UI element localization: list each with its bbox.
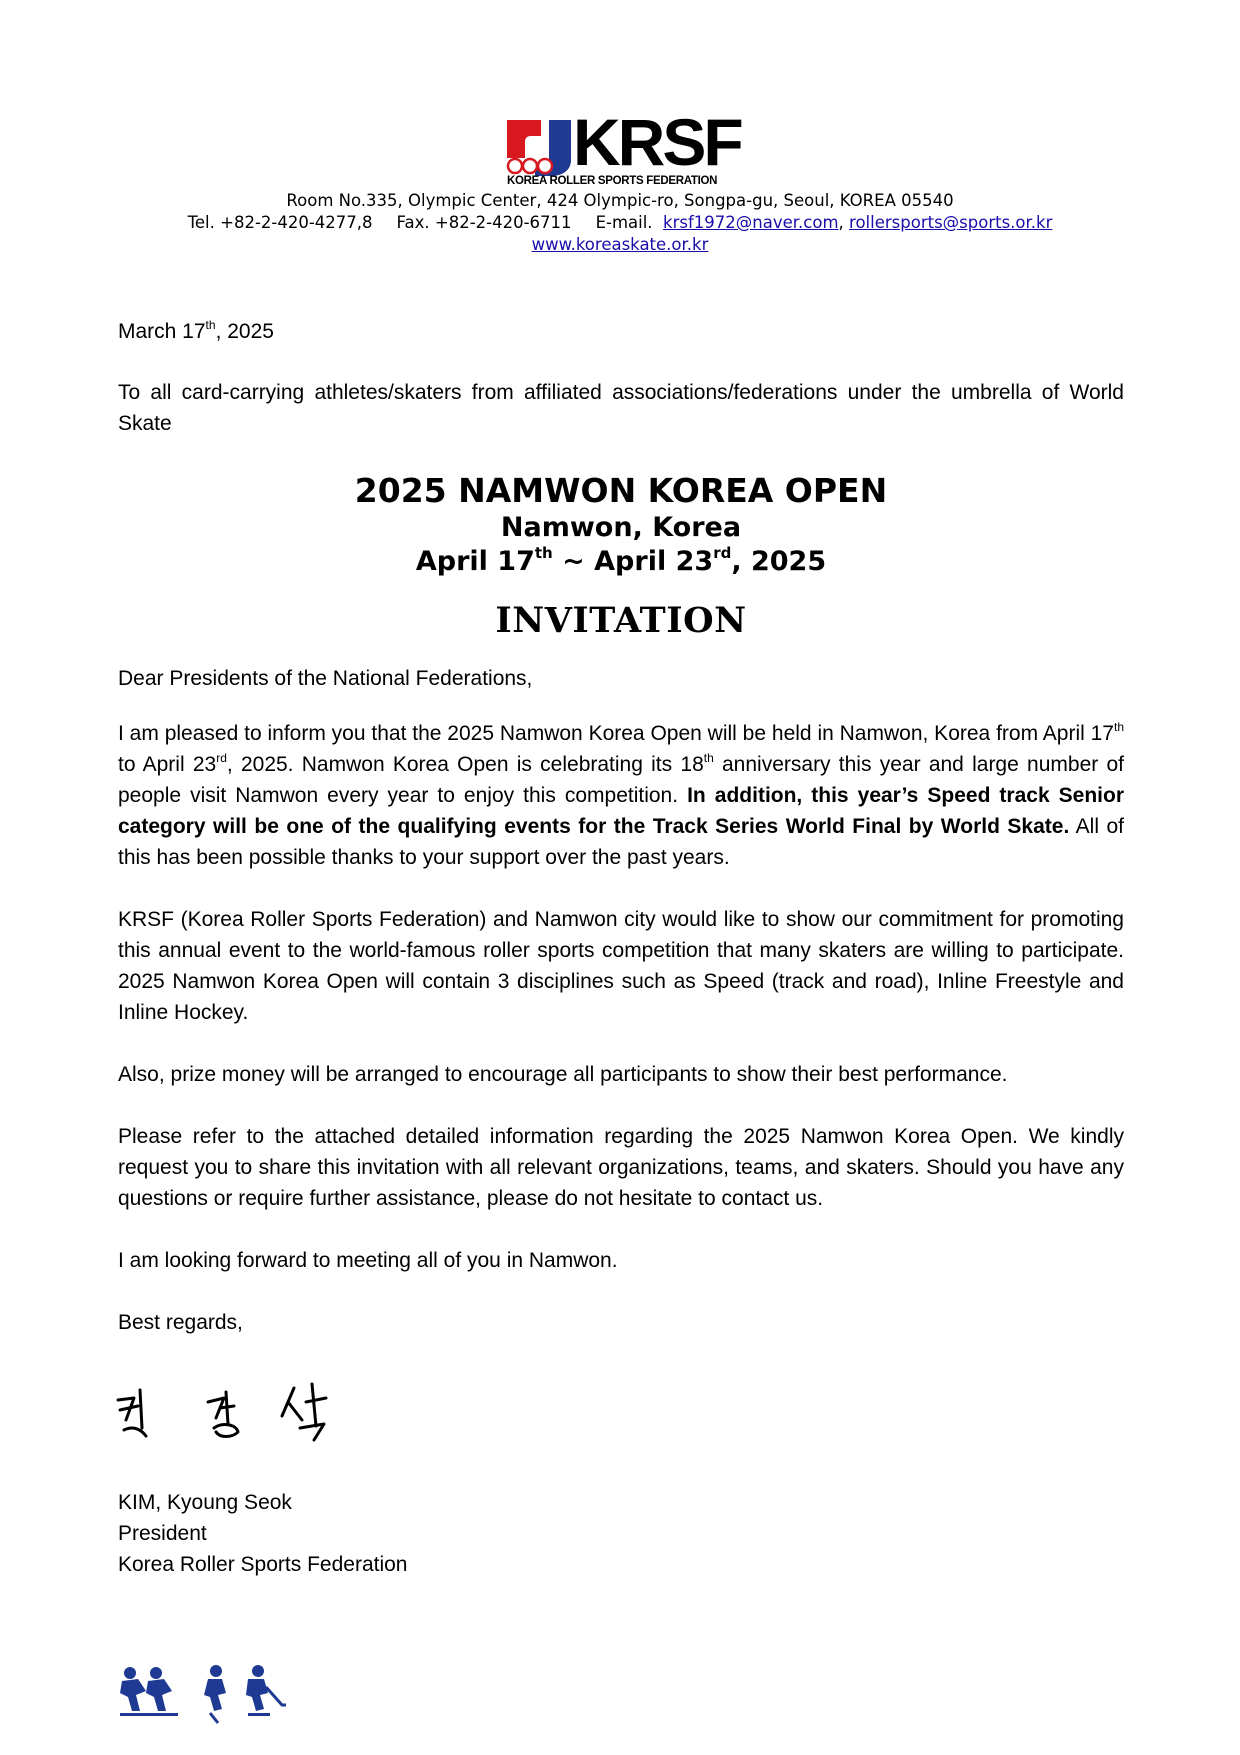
- website-link[interactable]: www.koreaskate.or.kr: [531, 235, 709, 254]
- inline-hockey-pictogram-icon: [246, 1665, 286, 1716]
- invitation-heading: INVITATION: [495, 600, 747, 641]
- signer-organization: Korea Roller Sports Federation: [118, 1553, 408, 1576]
- salutation: Dear Presidents of the National Federations,: [118, 667, 533, 690]
- email-link-rollersports[interactable]: rollersports@sports.or.kr: [849, 213, 1053, 232]
- fax-number: Fax. +82-2-420-6711: [396, 213, 572, 232]
- logo-subtitle: KOREA ROLLER SPORTS FEDERATION: [507, 175, 718, 187]
- contact-line: [0, 212, 1240, 234]
- letterhead: [0, 105, 1240, 256]
- addressee: To all card-carrying athletes/skaters from affiliated associations/federations under the umbrella of World Skate: [118, 381, 1124, 435]
- tel-number: Tel. +82-2-420-4277,8: [187, 213, 373, 232]
- event-dates: April 17th ~ April 23rd, 2025: [415, 544, 827, 577]
- event-location: Namwon, Korea: [500, 512, 742, 543]
- sport-pictograms: [118, 1665, 288, 1730]
- event-title: 2025 NAMWON KOREA OPEN: [354, 471, 888, 510]
- letter-date: March 17th, 2025: [118, 318, 274, 343]
- paragraph-2: KRSF (Korea Roller Sports Federation) and Namwon city would like to show our commitment for promoting this annual event to the world-famous roller sports competition that many skaters are willing to participate. 2025 Namwon Korea Open will contain 3 disciplines such as Speed (track and road), Inline Freestyle and Inline Hockey.: [118, 908, 1124, 1024]
- krsf-logo-icon: [505, 118, 575, 178]
- paragraph-3: Also, prize money will be arranged to encourage all participants to show their best performance.: [118, 1063, 1008, 1086]
- email-label: E-mail.: [595, 213, 653, 232]
- paragraph-4: Please refer to the attached detailed information regarding the 2025 Namwon Korea Open. We kindly request you to share this invitation with all relevant organizations, teams, and skaters. Should you have any questions or require further assistance, please do not hesitate to contact us.: [118, 1125, 1124, 1210]
- website-line: [0, 234, 1240, 256]
- signer-name: KIM, Kyoung Seok: [118, 1491, 292, 1514]
- event-header: [118, 471, 1124, 579]
- closing: Best regards,: [118, 1311, 243, 1334]
- signer-title: President: [118, 1522, 207, 1545]
- krsf-logo: [505, 105, 741, 190]
- handwritten-signature: [112, 1380, 352, 1450]
- speed-skating-pictogram-icon: [120, 1667, 178, 1716]
- paragraph-1: I am pleased to inform you that the 2025 Namwon Korea Open will be held in Namwon, Korea from April 17th to April 23rd, 2025. Namwon Korea Open is celebrating its 18th anniversary this year and large number of people visit Namwon every year to enjoy this competition. In addition, this year’s Speed track Senior category will be one of the qualifying events for the Track Series World Final by World Skate. All of this has been possible thanks to your support over the past years.: [118, 720, 1124, 869]
- email-link-krsf[interactable]: krsf1972@naver.com: [663, 213, 839, 232]
- logo-wordmark: KRSF: [573, 105, 741, 179]
- email-separator: ,: [838, 213, 844, 232]
- inline-freestyle-pictogram-icon: [204, 1665, 226, 1723]
- paragraph-5: I am looking forward to meeting all of you in Namwon.: [118, 1249, 618, 1272]
- letter-body: [118, 312, 1124, 1580]
- address-line: Room No.335, Olympic Center, 424 Olympic-ro, Songpa-gu, Seoul, KOREA 05540: [286, 191, 954, 210]
- qualifying-event-note: In addition, this year’s Speed track Senior category will be one of the qualifying events for the Track Series World Final by World Skate.: [118, 784, 1124, 838]
